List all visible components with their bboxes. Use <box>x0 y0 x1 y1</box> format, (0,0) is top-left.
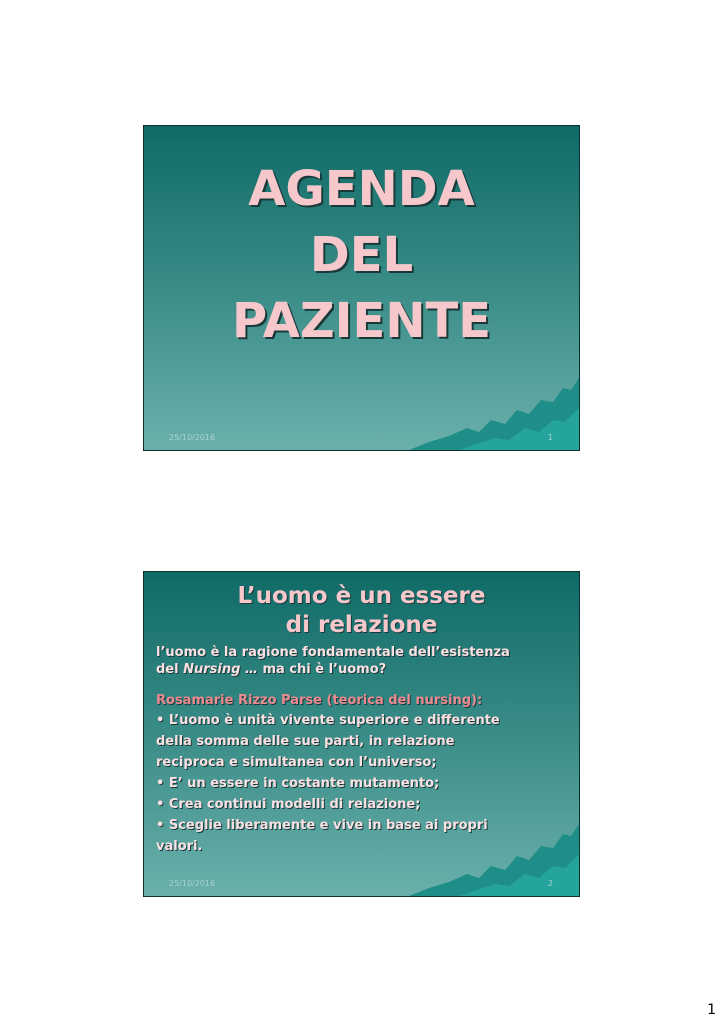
bullet-list <box>156 710 567 857</box>
slide-number: 2 <box>547 879 553 888</box>
intro-line: l’uomo è la ragione fondamentale dell’esistenza <box>156 645 510 660</box>
bullet-line: della somma delle sue parti, in relazione <box>156 734 455 749</box>
slide-title <box>144 156 579 354</box>
slide-1 <box>143 125 580 451</box>
title-line: L’uomo è un essere <box>237 583 486 609</box>
slide-date: 25/10/2016 <box>169 879 216 888</box>
bullet-line: • Sceglie liberamente e vive in base ai propri <box>156 818 488 833</box>
wave-decoration <box>349 370 579 450</box>
title-line: DEL <box>309 227 414 283</box>
bullet-line: reciproca e simultanea con l’universo; <box>156 755 437 770</box>
title-line: PAZIENTE <box>231 293 492 349</box>
intro-prefix: del <box>156 662 184 677</box>
intro-line <box>156 661 567 678</box>
bullet-line: • Crea continui modelli di relazione; <box>156 797 421 812</box>
intro-suffix: ma chi è l’uomo? <box>257 662 387 677</box>
bullet-line: valori. <box>156 839 203 854</box>
intro-italic: Nursing … <box>183 662 258 677</box>
intro-paragraph <box>156 644 567 678</box>
slide-date: 25/10/2016 <box>169 433 216 442</box>
title-line: AGENDA <box>248 161 475 217</box>
author-line: Rosamarie Rizzo Parse (teorica del nursing): <box>156 693 483 708</box>
slide-2 <box>143 571 580 897</box>
bullet-line: • L’uomo è unità vivente superiore e differente <box>156 713 500 728</box>
slide-title <box>144 582 579 640</box>
title-line: di relazione <box>285 612 438 638</box>
slide-number: 1 <box>547 433 553 442</box>
page-number: 1 <box>707 1002 716 1018</box>
bullet-line: • E’ un essere in costante mutamento; <box>156 776 440 791</box>
slide-body <box>156 644 567 857</box>
